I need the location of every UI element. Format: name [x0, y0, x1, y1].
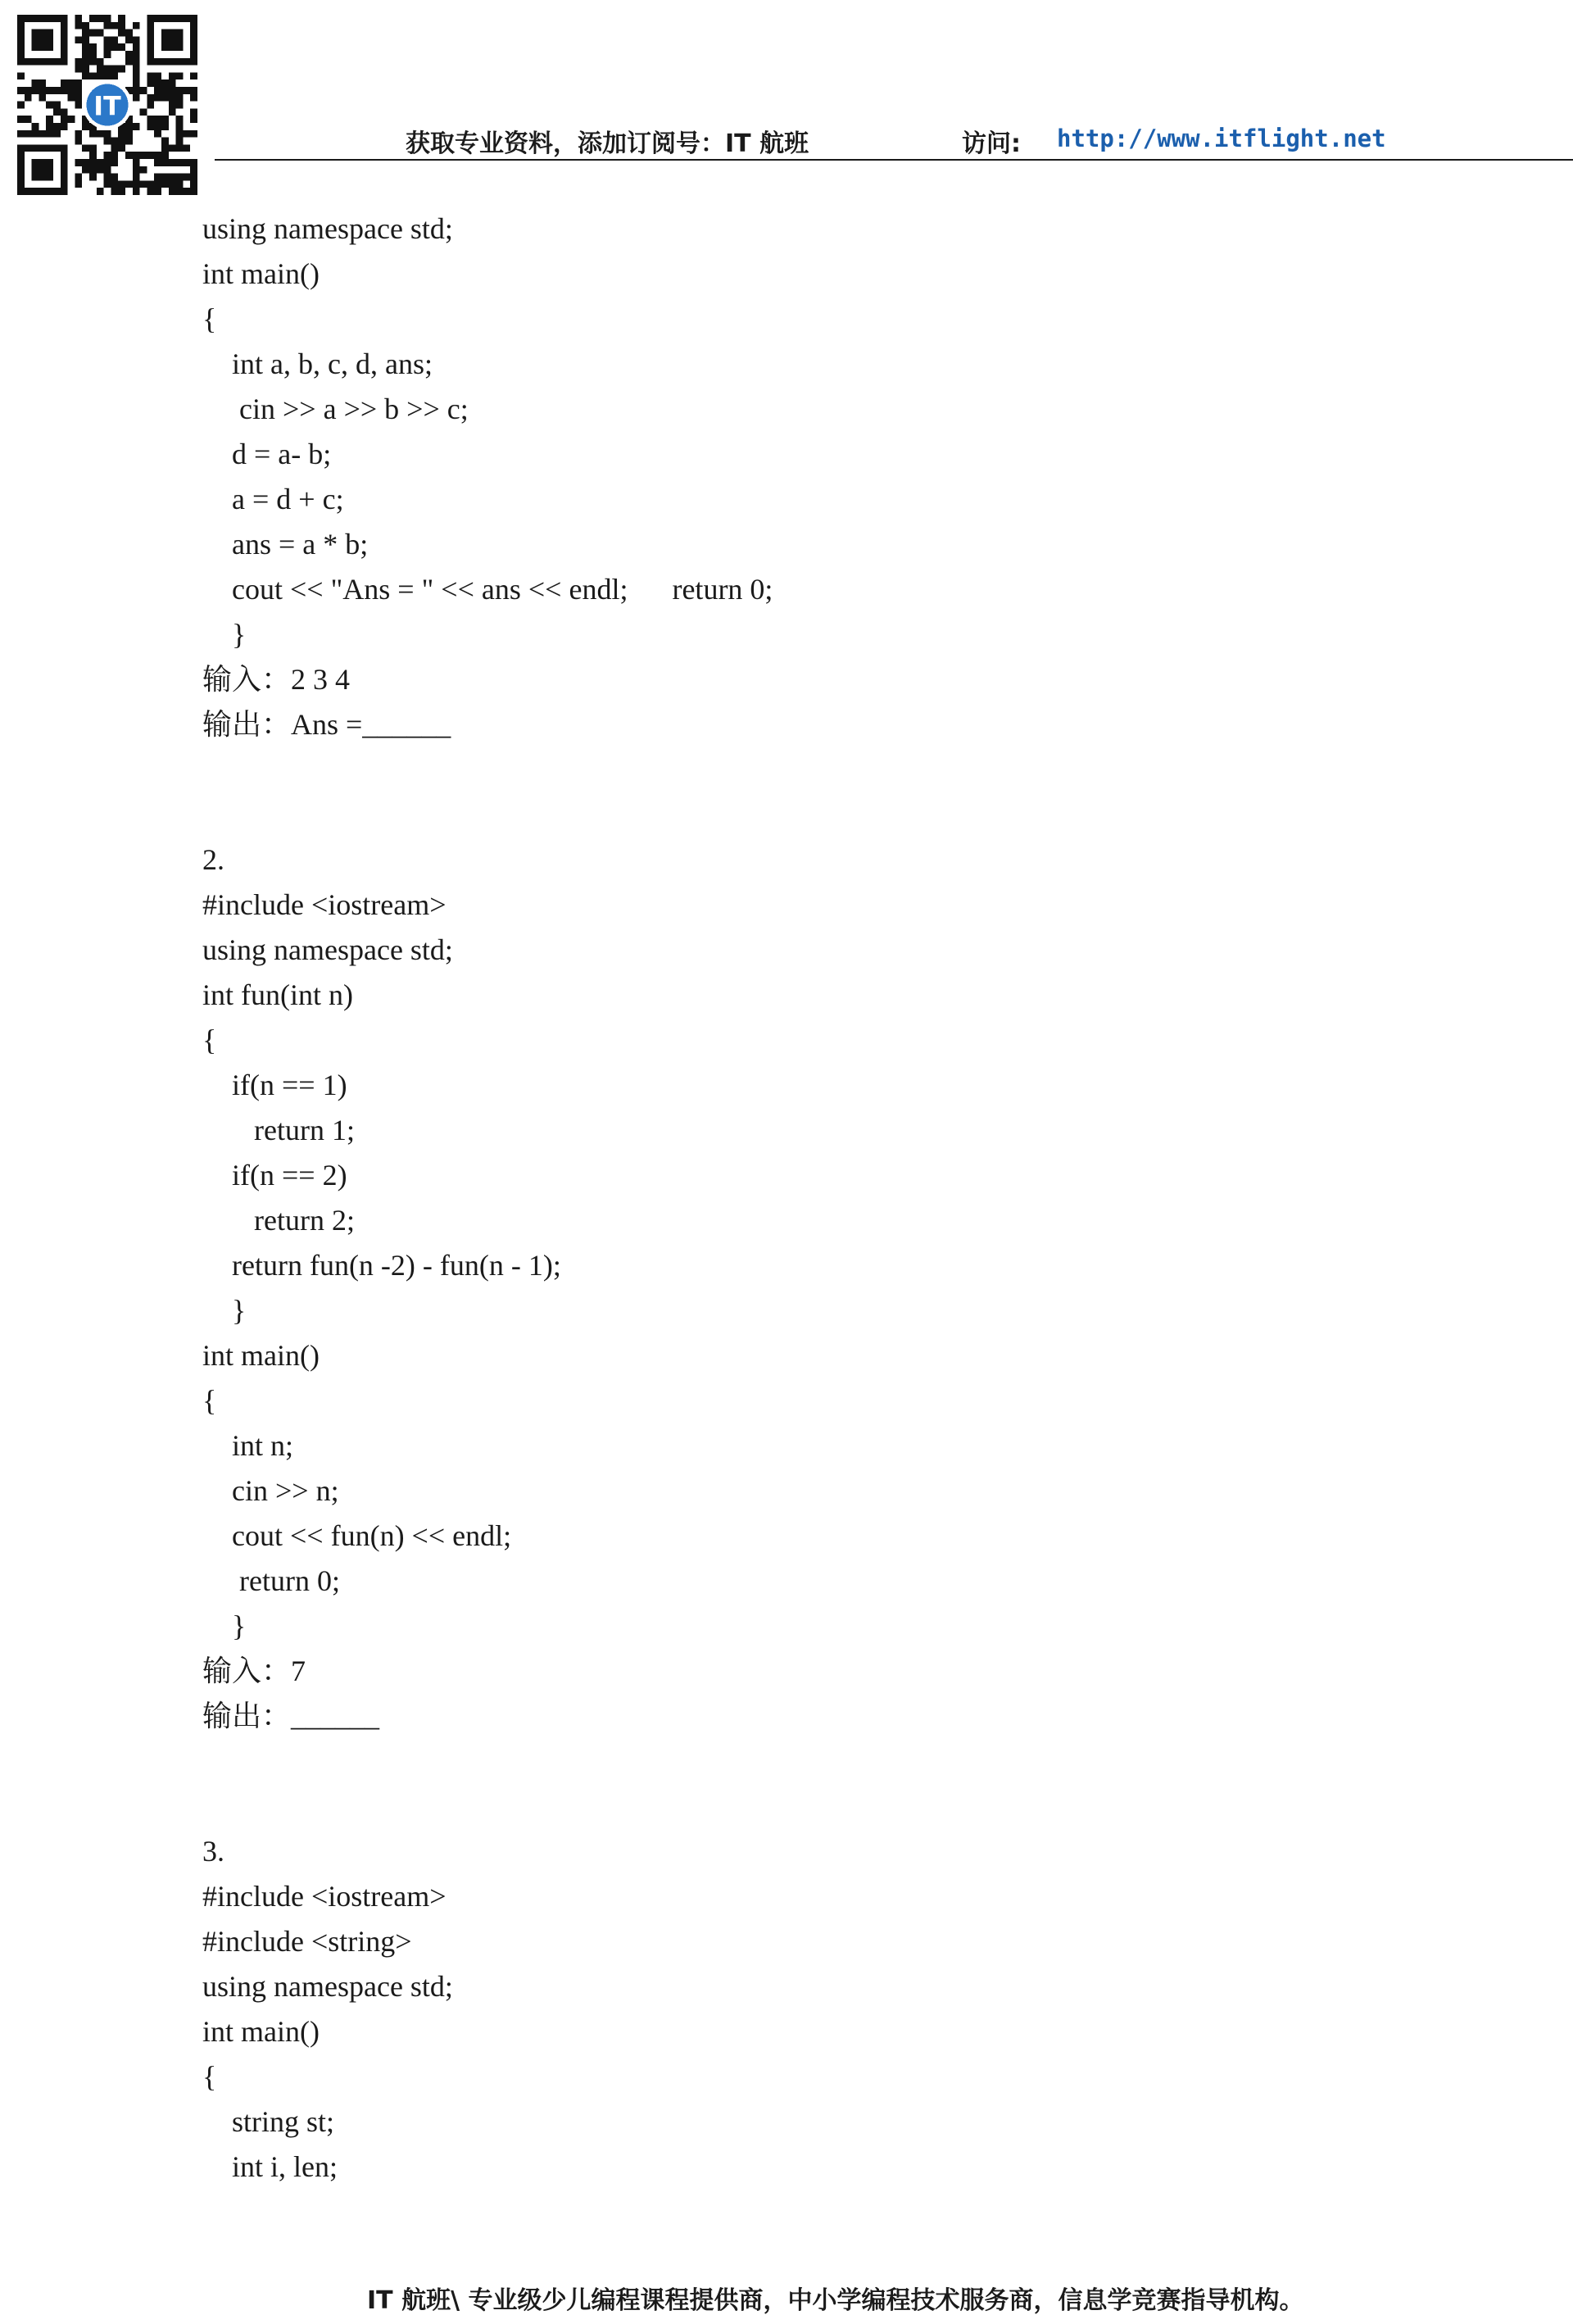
qr-module	[154, 116, 161, 123]
qr-module	[183, 87, 190, 94]
qr-module	[111, 159, 118, 166]
code-line: {	[202, 1024, 217, 1056]
qr-module	[111, 174, 118, 181]
section-spacer	[202, 1739, 773, 1829]
qr-module	[104, 22, 111, 30]
qr-module	[61, 108, 68, 116]
qr-module	[104, 66, 111, 73]
qr-module	[118, 66, 125, 73]
qr-module	[147, 180, 154, 188]
qr-module	[133, 36, 140, 43]
code-line: #include <iostream>	[202, 1880, 447, 1913]
qr-module	[25, 116, 32, 123]
qr-module	[75, 174, 82, 181]
qr-module	[133, 79, 140, 87]
code-line: int main()	[202, 257, 320, 290]
qr-module	[111, 22, 118, 30]
qr-module	[125, 36, 133, 43]
qr-module	[104, 43, 111, 51]
qr-module	[133, 51, 140, 58]
qr-module	[190, 72, 197, 79]
code-line: int main()	[202, 1339, 320, 1372]
qr-module	[111, 188, 118, 195]
qr-module	[118, 30, 125, 37]
qr-module	[140, 152, 147, 159]
qr-module	[104, 130, 111, 138]
qr-module	[97, 188, 104, 195]
code-line: d = a- b;	[202, 438, 332, 470]
qr-module	[46, 116, 53, 123]
qr-module	[190, 94, 197, 102]
qr-module	[176, 138, 184, 145]
qr-module	[140, 180, 147, 188]
qr-module	[53, 108, 61, 116]
qr-module	[82, 72, 89, 79]
qr-module	[176, 144, 184, 152]
qr-module	[190, 108, 197, 116]
qr-module	[169, 79, 176, 87]
qr-module	[154, 94, 161, 102]
qr-module	[176, 180, 184, 188]
problem2-number: 2.	[202, 843, 224, 876]
code-line: cin >> a >> b >> c;	[202, 393, 469, 425]
qr-module	[82, 166, 89, 174]
qr-module	[97, 58, 104, 66]
qr-module	[176, 72, 184, 79]
code-line: {	[202, 2060, 217, 2093]
code-line: }	[202, 618, 247, 651]
qr-module	[190, 116, 197, 123]
qr-module	[161, 174, 169, 181]
qr-module	[176, 94, 184, 102]
qr-module	[61, 123, 68, 130]
qr-module	[169, 94, 176, 102]
qr-logo-text: IT	[93, 92, 121, 122]
qr-module	[104, 174, 111, 181]
qr-module	[133, 152, 140, 159]
qr-module	[161, 79, 169, 87]
qr-module	[75, 66, 82, 73]
qr-module	[32, 79, 39, 87]
qr-module	[82, 159, 89, 166]
qr-module	[118, 144, 125, 152]
qr-module	[147, 102, 154, 109]
code-line: }	[202, 1609, 247, 1642]
code-line: string st;	[202, 2105, 335, 2138]
qr-module	[75, 22, 82, 30]
qr-module	[161, 116, 169, 123]
qr-module	[46, 123, 53, 130]
qr-module	[125, 130, 133, 138]
qr-module	[53, 123, 61, 130]
code-line: return 0;	[202, 1564, 340, 1597]
qr-module	[53, 130, 61, 138]
qr-module	[176, 102, 184, 109]
qr-module	[39, 79, 46, 87]
qr-module	[133, 66, 140, 73]
code-line: cout << "Ans = " << ans << endl; return 0;	[202, 573, 773, 606]
qr-module	[147, 116, 154, 123]
qr-module	[82, 66, 89, 73]
qr-module	[111, 152, 118, 159]
qr-module	[140, 166, 147, 174]
qr-module	[39, 87, 46, 94]
qr-module	[147, 188, 154, 195]
qr-module	[68, 94, 75, 102]
code-line: int a, b, c, d, ans;	[202, 347, 433, 380]
qr-module	[169, 87, 176, 94]
code-line: return fun(n -2) - fun(n - 1);	[202, 1249, 561, 1282]
qr-code-image	[16, 15, 198, 195]
qr-module	[133, 166, 140, 174]
qr-module	[190, 188, 197, 195]
qr-module	[118, 15, 125, 22]
qr-module	[68, 87, 75, 94]
qr-module	[75, 15, 82, 22]
problem1-code-block	[202, 207, 773, 657]
problem1-input-line: 输入：2 3 4	[202, 663, 351, 696]
qr-module	[17, 130, 25, 138]
qr-module	[111, 43, 118, 51]
qr-module	[118, 180, 125, 188]
qr-module	[133, 94, 140, 102]
code-line: cin >> n;	[202, 1474, 339, 1507]
qr-module	[111, 36, 118, 43]
qr-module	[104, 159, 111, 166]
qr-module	[97, 72, 104, 79]
code-line: int i, len;	[202, 2150, 338, 2183]
code-line: using namespace std;	[202, 1970, 453, 2003]
qr-module	[75, 102, 82, 109]
qr-module	[46, 87, 53, 94]
code-line: ans = a * b;	[202, 528, 369, 561]
qr-module	[111, 66, 118, 73]
qr-module	[169, 159, 176, 166]
qr-module	[147, 79, 154, 87]
code-line: cout << fun(n) << endl;	[202, 1519, 512, 1552]
qr-module	[118, 22, 125, 30]
code-line: #include <iostream>	[202, 888, 447, 921]
code-line: return 2;	[202, 1204, 355, 1237]
qr-module	[82, 144, 89, 152]
code-line: using namespace std;	[202, 212, 453, 245]
qr-module	[82, 22, 89, 30]
code-line: if(n == 2)	[202, 1159, 347, 1192]
qr-module	[169, 102, 176, 109]
qr-module	[169, 72, 176, 79]
qr-module	[97, 30, 104, 37]
qr-module	[133, 174, 140, 181]
header-site-url[interactable]: http://www.itflight.net	[1057, 125, 1386, 152]
header-promo-text: 获取专业资料，添加订阅号：IT 航班	[406, 129, 809, 158]
qr-module	[97, 15, 104, 22]
qr-module	[75, 138, 82, 145]
qr-module	[104, 166, 111, 174]
qr-module	[125, 152, 133, 159]
code-line: if(n == 1)	[202, 1069, 347, 1101]
qr-module	[89, 130, 97, 138]
qr-module	[39, 94, 46, 102]
qr-module	[104, 72, 111, 79]
code-line: int n;	[202, 1429, 294, 1462]
qr-module	[104, 51, 111, 58]
document-body	[202, 207, 773, 2190]
qr-module	[111, 180, 118, 188]
qr-module	[97, 159, 104, 166]
qr-module	[53, 102, 61, 109]
qr-module	[133, 123, 140, 130]
qr-module	[133, 188, 140, 195]
qr-module	[82, 43, 89, 51]
qr-module	[104, 36, 111, 43]
qr-module	[75, 94, 82, 102]
qr-module	[75, 58, 82, 66]
qr-module	[154, 152, 161, 159]
code-line: int main()	[202, 2015, 320, 2048]
problem3-number: 3.	[202, 1835, 224, 1868]
qr-module	[176, 87, 184, 94]
qr-module	[39, 130, 46, 138]
qr-module	[17, 87, 25, 94]
qr-module	[61, 87, 68, 94]
qr-module	[111, 72, 118, 79]
qr-module	[118, 188, 125, 195]
qr-module	[82, 30, 89, 37]
qr-module	[118, 138, 125, 145]
qr-module	[68, 79, 75, 87]
qr-module	[190, 174, 197, 181]
qr-module	[17, 72, 25, 79]
qr-module	[169, 180, 176, 188]
qr-module	[32, 87, 39, 94]
qr-module	[154, 79, 161, 87]
qr-module	[169, 188, 176, 195]
qr-module	[17, 116, 25, 123]
qr-module	[111, 144, 118, 152]
qr-module	[176, 159, 184, 166]
qr-module	[17, 102, 25, 109]
qr-module	[183, 144, 190, 152]
qr-module	[133, 22, 140, 30]
code-line: int fun(int n)	[202, 978, 353, 1011]
qr-module	[169, 174, 176, 181]
qr-module	[161, 180, 169, 188]
qr-module	[61, 79, 68, 87]
qr-module	[183, 159, 190, 166]
qr-module	[89, 144, 97, 152]
code-line: {	[202, 302, 217, 335]
qr-module	[154, 180, 161, 188]
qr-module	[161, 123, 169, 130]
qr-module	[118, 130, 125, 138]
qr-module	[125, 138, 133, 145]
qr-module	[46, 130, 53, 138]
qr-module	[190, 166, 197, 174]
qr-module	[89, 43, 97, 51]
qr-module	[161, 87, 169, 94]
qr-module	[53, 87, 61, 94]
qr-module	[161, 152, 169, 159]
qr-module	[190, 180, 197, 188]
qr-module	[61, 116, 68, 123]
problem2-input-line: 输入：7	[202, 1654, 306, 1687]
qr-module	[46, 102, 53, 109]
qr-module	[104, 152, 111, 159]
qr-module	[133, 180, 140, 188]
qr-module	[97, 166, 104, 174]
qr-module	[82, 58, 89, 66]
qr-module	[89, 51, 97, 58]
code-line: using namespace std;	[202, 933, 453, 966]
qr-module	[25, 87, 32, 94]
qr-module	[75, 159, 82, 166]
qr-module	[161, 159, 169, 166]
qr-module	[82, 123, 89, 130]
qr-module	[104, 15, 111, 22]
qr-module	[89, 58, 97, 66]
qr-module	[25, 130, 32, 138]
qr-module	[176, 188, 184, 195]
code-line: {	[202, 1384, 217, 1417]
qr-module	[161, 138, 169, 145]
qr-module	[125, 180, 133, 188]
problem3-code-block	[202, 1874, 773, 2190]
header-divider	[215, 159, 1573, 161]
qr-module	[97, 66, 104, 73]
problem1-output-line: 输出：Ans =______	[202, 708, 451, 741]
qr-module	[190, 130, 197, 138]
qr-module	[176, 130, 184, 138]
qr-module	[154, 188, 161, 195]
qr-module	[104, 138, 111, 145]
qr-module	[176, 174, 184, 181]
qr-module	[154, 159, 161, 166]
qr-module	[190, 159, 197, 166]
problem2-code-block	[202, 883, 773, 1649]
qr-module	[133, 43, 140, 51]
qr-module	[133, 58, 140, 66]
qr-module	[154, 130, 161, 138]
qr-module	[75, 36, 82, 43]
problem2-output-line: 输出：______	[202, 1700, 380, 1732]
qr-module	[89, 166, 97, 174]
qr-module	[97, 130, 104, 138]
qr-module	[104, 180, 111, 188]
qr-module	[125, 30, 133, 37]
qr-module	[147, 123, 154, 130]
qr-module	[154, 72, 161, 79]
qr-module	[89, 15, 97, 22]
qr-module	[169, 108, 176, 116]
qr-module	[32, 130, 39, 138]
qr-module	[147, 72, 154, 79]
qr-module	[161, 94, 169, 102]
qr-module	[75, 87, 82, 94]
qr-module	[176, 116, 184, 123]
qr-module	[133, 159, 140, 166]
qr-module	[89, 152, 97, 159]
qr-module	[82, 51, 89, 58]
code-line: }	[202, 1294, 247, 1327]
qr-module	[82, 36, 89, 43]
qr-module	[89, 159, 97, 166]
footer-text: IT 航班\ 专业级少儿编程课程提供商，中小学编程技术服务商，信息学竞赛指导机构。	[367, 2286, 1304, 2315]
qr-module	[118, 43, 125, 51]
code-line: #include <string>	[202, 1925, 412, 1958]
qr-module	[125, 58, 133, 66]
qr-module	[125, 123, 133, 130]
qr-module	[133, 87, 140, 94]
qr-module	[183, 130, 190, 138]
qr-module	[89, 174, 97, 181]
section-spacer	[202, 747, 773, 837]
code-line: a = d + c;	[202, 483, 344, 515]
qr-module	[154, 123, 161, 130]
qr-module	[75, 130, 82, 138]
qr-module	[154, 174, 161, 181]
qr-module	[190, 87, 197, 94]
qr-module	[140, 87, 147, 94]
qr-module	[89, 72, 97, 79]
qr-module	[25, 94, 32, 102]
qr-module	[169, 144, 176, 152]
qr-module	[140, 108, 147, 116]
qr-module	[147, 94, 154, 102]
qr-module	[68, 116, 75, 123]
qr-module	[176, 123, 184, 130]
qr-module	[125, 51, 133, 58]
header-visit-label: 访问:	[962, 129, 1021, 158]
qr-module	[183, 174, 190, 181]
qr-module	[32, 123, 39, 130]
qr-module	[147, 152, 154, 159]
qr-module	[75, 180, 82, 188]
qr-module	[133, 72, 140, 79]
qr-module	[111, 138, 118, 145]
qr-module	[75, 79, 82, 87]
qr-module	[89, 30, 97, 37]
code-line: return 1;	[202, 1114, 355, 1146]
qr-module	[183, 188, 190, 195]
qr-module	[154, 87, 161, 94]
qr-module	[161, 144, 169, 152]
